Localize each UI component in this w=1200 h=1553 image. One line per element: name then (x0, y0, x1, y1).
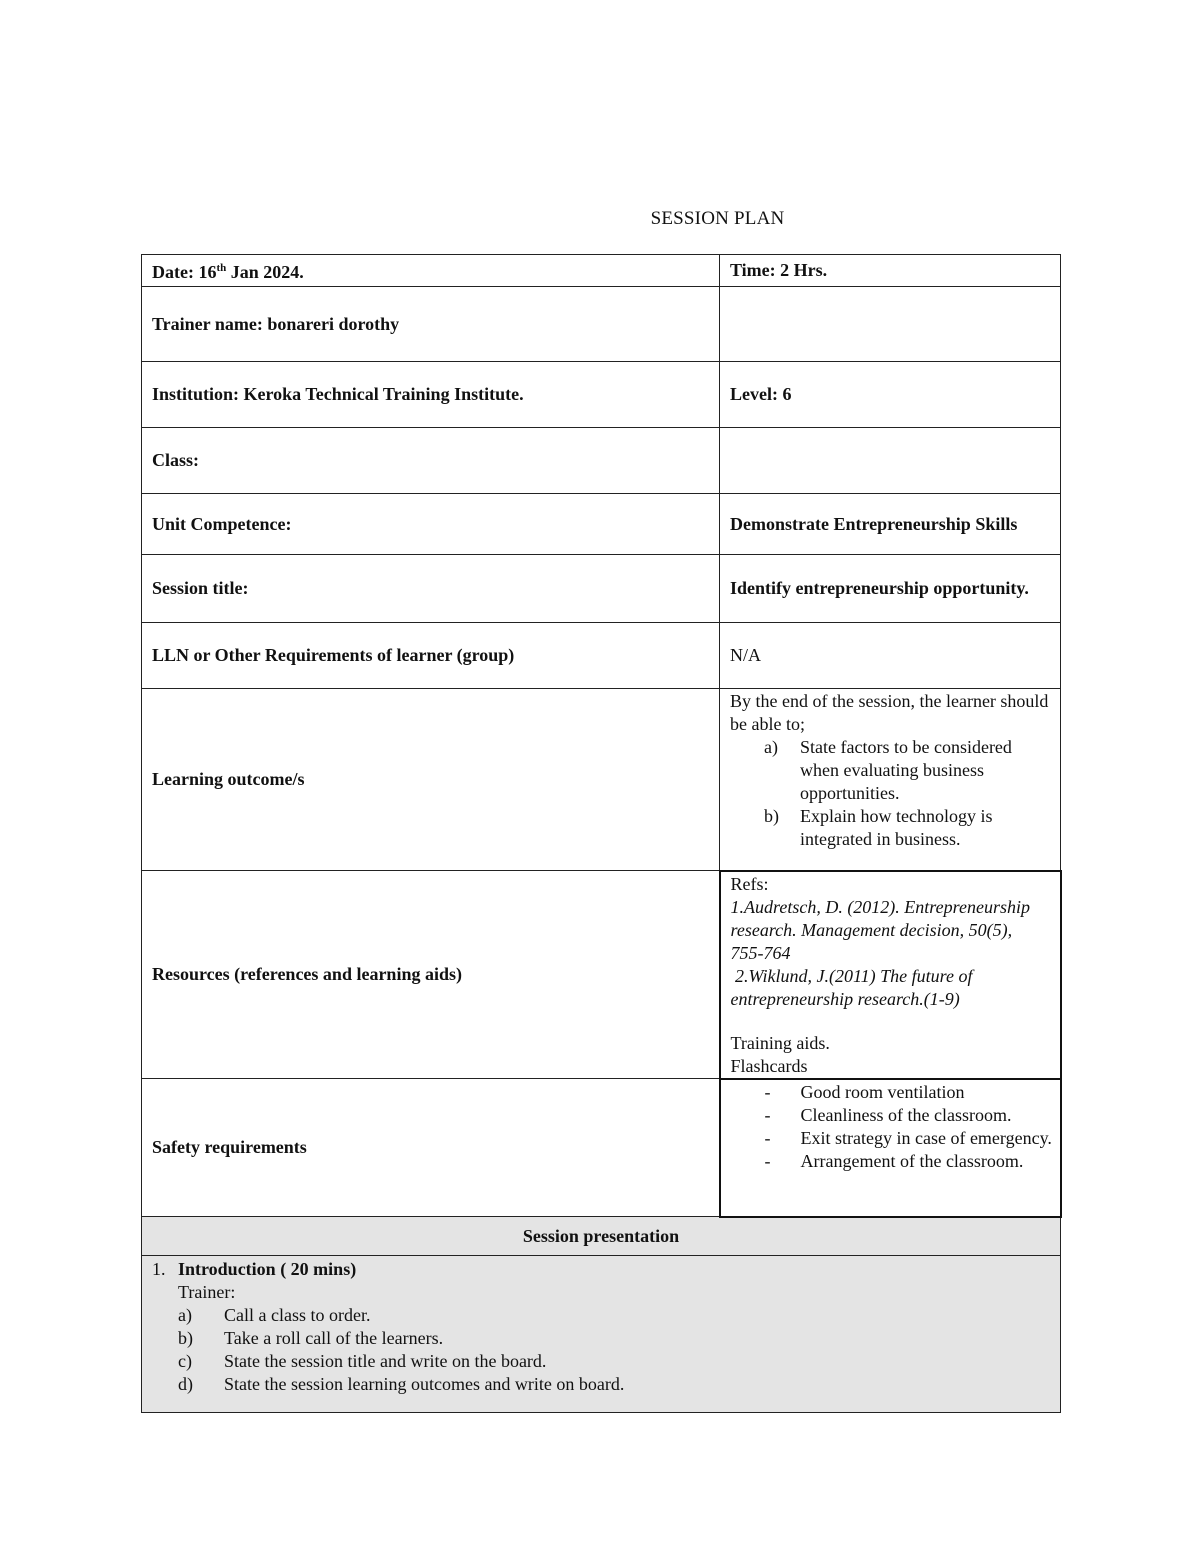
list-item (764, 805, 1050, 851)
introduction-heading (152, 1258, 1050, 1281)
learning-outcomes-intro: By the end of the session, the learner should be able to; (730, 691, 1049, 734)
safety-label: Safety requirements (142, 1079, 720, 1217)
institution-row (142, 362, 1061, 428)
trainer-empty-cell (720, 287, 1061, 362)
introduction-body (152, 1281, 1050, 1396)
trainer-row (142, 287, 1061, 362)
list-item (178, 1304, 1050, 1327)
list-item (764, 736, 1050, 805)
class-row (142, 428, 1061, 494)
class-cell: Class: (142, 428, 720, 494)
introduction-cell (142, 1256, 1061, 1413)
unit-competence-row (142, 494, 1061, 555)
list-marker: b) (178, 1328, 193, 1348)
learning-outcomes-cell (720, 689, 1061, 871)
list-item-text: Good room ventilation (800, 1081, 965, 1102)
learning-outcomes-row (142, 689, 1061, 871)
session-title-row (142, 555, 1061, 623)
list-item-text: Cleanliness of the classroom. (800, 1104, 1012, 1125)
institution-cell: Institution: Keroka Technical Training Institute. (142, 362, 720, 428)
list-item (765, 1150, 1056, 1173)
unit-competence-value: Demonstrate Entrepreneurship Skills (720, 494, 1061, 555)
training-aids-value: Flashcards (730, 1055, 808, 1076)
date-ordinal: th (216, 262, 227, 274)
list-marker: - (764, 1081, 771, 1102)
lln-row (142, 623, 1061, 689)
session-plan-table (141, 254, 1062, 1413)
list-item-text: Take a roll call of the learners. (224, 1328, 444, 1348)
time-cell: Time: 2 Hrs. (720, 255, 1061, 287)
trainer-name-cell: Trainer name: bonareri dorothy (142, 287, 720, 362)
lln-value: N/A (720, 623, 1061, 689)
list-item (178, 1350, 1050, 1373)
level-cell: Level: 6 (720, 362, 1061, 428)
refs-heading: Refs: (730, 873, 769, 894)
lln-label: LLN or Other Requirements of learner (group) (142, 623, 720, 689)
list-marker: a) (764, 737, 778, 757)
reference-item: 2.Wiklund, J.(2011) The future of entrepreneurship research.(1-9) (730, 965, 977, 1009)
list-item-text: State the session learning outcomes and write on board. (224, 1374, 625, 1394)
learning-outcomes-list (730, 736, 1050, 851)
session-title-value: Identify entrepreneurship opportunity. (720, 555, 1061, 623)
list-marker: d) (178, 1374, 193, 1394)
class-empty-cell (720, 428, 1061, 494)
introduction-role: Trainer: (178, 1282, 236, 1302)
date-cell (142, 255, 720, 287)
safety-row (142, 1079, 1061, 1217)
list-item (765, 1081, 1056, 1104)
list-item (765, 1127, 1056, 1150)
date-rest: Jan 2024. (226, 262, 304, 282)
list-item-text: State the session title and write on the board. (224, 1351, 547, 1371)
introduction-steps (178, 1304, 1050, 1396)
list-marker: - (764, 1127, 771, 1148)
list-item-text: Explain how technology is integrated in business. (800, 806, 993, 849)
list-marker: - (764, 1104, 771, 1125)
date-label: Date: 16 (152, 262, 217, 282)
session-title-label: Session title: (142, 555, 720, 623)
session-presentation-header-row (142, 1217, 1061, 1256)
date-time-row (142, 255, 1061, 287)
safety-cell (720, 1079, 1061, 1217)
introduction-row (142, 1256, 1061, 1413)
list-item-text: Call a class to order. (224, 1305, 371, 1325)
list-item (765, 1104, 1056, 1127)
session-presentation-heading: Session presentation (142, 1217, 1061, 1256)
unit-competence-label: Unit Competence: (142, 494, 720, 555)
learning-outcomes-label: Learning outcome/s (142, 689, 720, 871)
list-item-text: Exit strategy in case of emergency. (800, 1127, 1052, 1148)
list-marker: a) (178, 1305, 192, 1325)
resources-label: Resources (references and learning aids) (142, 871, 720, 1079)
list-marker: c) (178, 1351, 192, 1371)
safety-list (731, 1081, 1056, 1173)
list-item-text: Arrangement of the classroom. (800, 1150, 1024, 1171)
spacer (731, 1011, 1050, 1032)
resources-cell (720, 871, 1061, 1079)
reference-item: 1.Audretsch, D. (2012). Entrepreneurship research. Management decision, 50(5), 755-764 (730, 896, 1030, 963)
page-title: SESSION PLAN (650, 208, 785, 229)
list-marker: - (764, 1150, 771, 1171)
list-item-text: State factors to be considered when evaluating business opportunities. (800, 737, 1012, 803)
introduction-number: 1. (152, 1259, 166, 1279)
training-aids-heading: Training aids. (730, 1032, 830, 1053)
list-marker: b) (764, 806, 779, 826)
list-item (178, 1327, 1050, 1350)
list-item (178, 1373, 1050, 1396)
resources-row (142, 871, 1061, 1079)
introduction-title: Introduction ( 20 mins) (178, 1259, 357, 1279)
